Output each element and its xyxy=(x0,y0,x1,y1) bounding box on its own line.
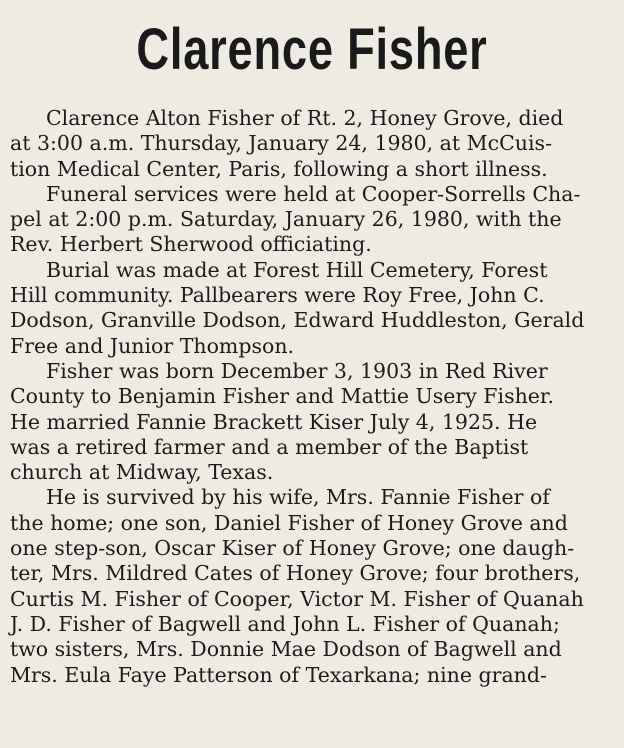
text-line: pel at 2:00 p.m. Saturday, January 26, 1980, with the xyxy=(10,207,562,232)
text-line: ter, Mrs. Mildred Cates of Honey Grove; four brothers, xyxy=(10,561,581,586)
text-line: J. D. Fisher of Bagwell and John L. Fisher of Quanah; xyxy=(10,611,560,636)
obituary-body xyxy=(10,106,624,688)
text-line: He married Fannie Brackett Kiser July 4, 1925. He xyxy=(10,409,538,434)
text-line: one step-son, Oscar Kiser of Honey Grove; one daugh- xyxy=(10,536,575,561)
text-line: the home; one son, Daniel Fisher of Honey Grove and xyxy=(10,510,568,535)
text-line: church at Midway, Texas. xyxy=(10,460,274,485)
text-line: Mrs. Eula Faye Patterson of Texarkana; nine grand- xyxy=(10,662,547,687)
text-line: Free and Junior Thompson. xyxy=(10,333,295,358)
text-line: He is survived by his wife, Mrs. Fannie Fisher of xyxy=(46,485,550,510)
text-line: County to Benjamin Fisher and Mattie Usery Fisher. xyxy=(10,384,554,409)
text-line: Rev. Herbert Sherwood officiating. xyxy=(10,232,372,257)
text-line: at 3:00 a.m. Thursday, January 24, 1980, at McCuis- xyxy=(10,131,552,156)
text-line: tion Medical Center, Paris, following a short illness. xyxy=(10,156,548,181)
text-line: two sisters, Mrs. Donnie Mae Dodson of Bagwell and xyxy=(10,637,562,662)
text-line: Clarence Alton Fisher of Rt. 2, Honey Grove, died xyxy=(46,106,564,130)
text-line: Hill community. Pallbearers were Roy Free, John C. xyxy=(10,283,545,308)
text-line: Funeral services were held at Cooper-Sorrells Cha- xyxy=(46,181,581,206)
text-line: was a retired farmer and a member of the Baptist xyxy=(10,434,529,459)
text-line: Dodson, Granville Dodson, Edward Huddleston, Gerald xyxy=(10,308,585,333)
text-line: Fisher was born December 3, 1903 in Red River xyxy=(46,358,548,383)
text-line: Burial was made at Forest Hill Cemetery, Forest xyxy=(46,257,548,282)
headline: Clarence Fisher xyxy=(136,17,488,82)
text-line: Curtis M. Fisher of Cooper, Victor M. Fisher of Quanah xyxy=(10,586,584,611)
